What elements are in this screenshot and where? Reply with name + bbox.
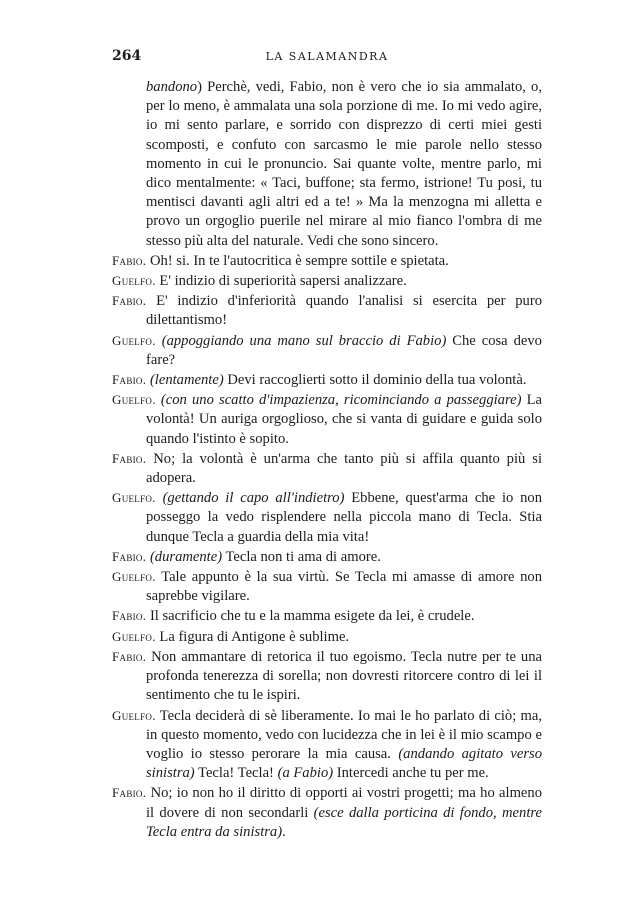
speech-text: Tecla! Tecla! (198, 765, 274, 782)
speech-text: Che cosa devo fare? (146, 332, 542, 368)
dialogue-line (112, 706, 542, 784)
stage-direction: (duramente) (149, 548, 223, 565)
dialogue-line (112, 647, 542, 706)
speech-text: Ebbene, quest'arma che io non posseggo la vedo risplendere nella piccola mano di Tecla. Stia dunque Tecla a guardia della mia vita! (146, 490, 542, 545)
stage-direction: (a Fabio) (277, 765, 334, 782)
speech-text: No; la volontà è un'arma che tanto più si affila quanto più si adopera. (146, 450, 543, 487)
speaker-name: Fabio. (112, 372, 147, 388)
speaker-name: Fabio. (112, 450, 147, 466)
dialogue-line (112, 390, 542, 449)
speaker-name: Fabio. (112, 252, 147, 268)
speech-text: La figura di Antigone è sublime. (159, 628, 350, 645)
speech-text: Oh! si. In te l'autocritica è sempre sottile e spietata. (149, 252, 449, 269)
speech-text: E' indizio di superiorità sapersi analizzare. (159, 273, 407, 290)
dialogue-line (112, 606, 542, 626)
closing-period: . (282, 823, 286, 840)
speech-text: Intercedi anche tu per me. (336, 765, 489, 782)
speaker-name: Guelfo. (112, 707, 156, 723)
dialogue-line (112, 547, 542, 567)
speech-text: ) Perchè, vedi, Fabio, non è vero che io sia ammalato, o, per lo meno, è ammalata una sola porzione di me. Io mi vedo agire, io mi sento parlare, e sorrido con disprezzo di certi miei gesti scomposti, e confuto con sarcasmo le mie parole nello stesso momento in cui le pronuncio. Sai quante volte, mentre parlo, mi dico mentalmente: « Taci, buffone; sta fermo, istrione! Tu posi, tu mentisci davanti agli altri ed a te! » Ma la menzogna mi alletta e provo un orgoglio puerile nel mirare al mio fianco l'ombra di me stesso più alta del naturale. Vedi che sono sincero. (146, 79, 542, 249)
speech-text: Devi raccoglierti sotto il dominio della tua volontà. (227, 372, 527, 389)
stage-direction: (con uno scatto d'impazienza, ricominciando a passeggiare) (160, 392, 522, 409)
dialogue-line (112, 449, 542, 488)
dialogue-line (112, 783, 542, 842)
speaker-name: Guelfo. (112, 628, 156, 644)
stage-direction: (appoggiando una mano sul braccio di Fabio) (161, 332, 447, 349)
speaker-name: Guelfo. (112, 569, 156, 585)
speaker-name: Guelfo. (112, 332, 156, 348)
dialogue-line (112, 567, 542, 606)
speaker-name: Fabio. (112, 548, 147, 564)
dialogue-line (112, 488, 542, 547)
speaker-name: Guelfo. (112, 273, 156, 289)
play-text (112, 78, 542, 842)
stage-direction: (andando agitato verso sinistra) (146, 745, 542, 782)
guelfo-speech-continued (112, 78, 542, 251)
dialogue-line (112, 251, 542, 271)
stage-direction: (esce dalla porticina di fondo, mentre Tecla entra da sinistra) (146, 804, 542, 840)
speaker-name: Fabio. (112, 648, 147, 664)
stage-direction: (gettando il capo all'indietro) (162, 490, 345, 507)
running-title: LA SALAMANDRA (265, 50, 389, 63)
speaker-name: Fabio. (112, 608, 147, 624)
speech-text: Non ammantare di retorica il tuo egoismo. Tecla nutre per te una profonda tenerezza di sorella; non dovresti ritorcere contro di lei il sentimento che tu le ispiri. (146, 648, 542, 704)
dialogue-line (112, 271, 542, 291)
page-header (112, 48, 542, 68)
speaker-name: Guelfo. (112, 490, 156, 506)
speech-text: Il sacrificio che tu e la mamma esigete da lei, è crudele. (149, 608, 475, 625)
dialogue-line (112, 627, 542, 647)
page-number: 264 (112, 48, 142, 64)
stage-direction: (lentamente) (149, 372, 224, 389)
dialogue-line (112, 370, 542, 390)
speech-text: Tecla non ti ama di amore. (225, 548, 381, 565)
speaker-name: Fabio. (112, 293, 147, 309)
speech-text: La volontà! Un auriga orgoglioso, che si vanta di guidare e guida solo quando l'istinto è sopito. (146, 392, 543, 447)
speech-text: No; io non ho il diritto di opporti ai vostri progetti; ma ho almeno il dovere di non secondarli (146, 785, 542, 821)
dialogue-line (112, 331, 542, 370)
speaker-name: Fabio. (112, 785, 147, 801)
speech-text: E' indizio d'inferiorità quando l'analisi si esercita per puro dilettantismo! (146, 293, 542, 329)
speech-text: Tecla deciderà di sè liberamente. Io mai le ho parlato di ciò; ma, in questo momento, vedo con lucidezza che in lei è il mio scampo e voglio io stesso perorare la mia causa. (146, 707, 543, 762)
speech-text: Tale appunto è la sua virtù. Se Tecla mi amasse di amore non saprebbe vigilare. (146, 569, 543, 605)
stage-direction: bandono (146, 79, 198, 95)
speaker-name: Guelfo. (112, 392, 156, 408)
dialogue-line (112, 291, 542, 330)
